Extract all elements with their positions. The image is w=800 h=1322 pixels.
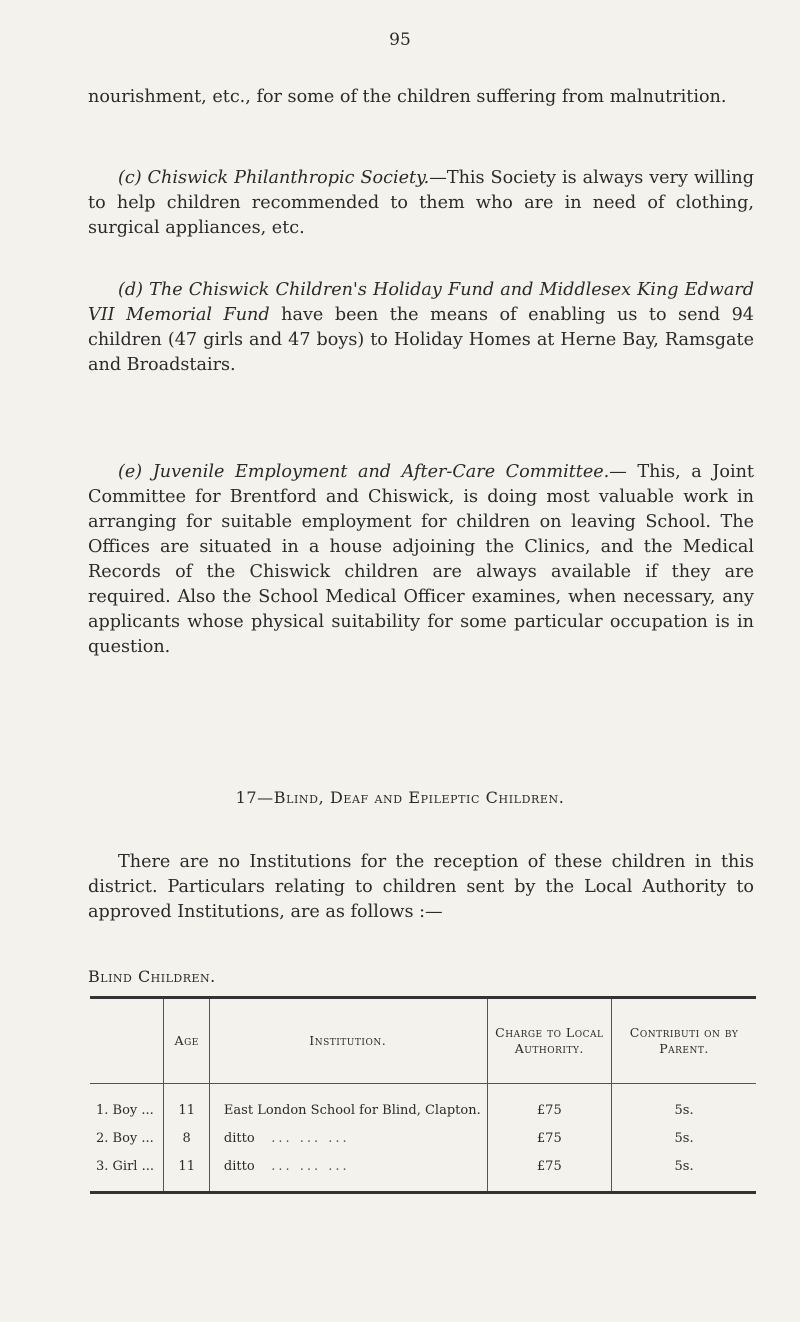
paragraph-malnutrition: nourishment, etc., for some of the children suffering from malnutrition. — [88, 87, 727, 107]
paragraph-after-care-committee — [88, 460, 754, 660]
table-row — [90, 1084, 756, 1130]
paragraph-philanthropic-society — [88, 166, 754, 241]
paragraph-body: —This Society is always very willing to help children recommended to them who are in need of clothing, surgical appliances, etc. — [88, 168, 754, 238]
table-header-row — [90, 999, 756, 1084]
row-charge: £75 — [487, 1157, 612, 1191]
blind-children-table — [90, 996, 756, 1194]
header-charge: Charge to Local Authority. — [487, 999, 612, 1084]
row-label: 2. Boy ... — [96, 1131, 154, 1146]
header-age: Age — [164, 999, 209, 1084]
leader-dots: ... ... ... — [271, 1159, 350, 1174]
header-institution: Institution. — [209, 999, 487, 1084]
header-blank — [90, 999, 164, 1084]
paragraph-body: have been the means of enabling us to send 94 children (47 girls and 47 boys) to Holiday Homes at Herne Bay, Ramsgate and Broadstairs. — [88, 305, 754, 375]
paragraph-holiday-fund — [88, 278, 754, 378]
paragraph-heading: (c) Chiswick Philanthropic Society. — [118, 168, 430, 188]
paragraph-heading: (e) Juvenile Employment and After-Care Committee. — [118, 462, 610, 482]
row-age: 8 — [164, 1129, 209, 1157]
row-age: 11 — [164, 1084, 209, 1130]
row-charge: £75 — [487, 1084, 612, 1130]
row-institution-text: ditto — [223, 1159, 255, 1174]
table-bottom-rule — [90, 1191, 756, 1194]
row-label: 3. Girl ... — [96, 1159, 154, 1174]
row-label: 1. Boy ... — [96, 1103, 154, 1118]
table-row — [90, 1129, 756, 1157]
leader-dots: ... ... ... — [271, 1131, 350, 1146]
row-contribution: 5s. — [612, 1084, 756, 1130]
row-contribution: 5s. — [612, 1157, 756, 1191]
row-age: 11 — [164, 1157, 209, 1191]
table-row — [90, 1157, 756, 1191]
table-title: Blind Children. — [88, 967, 216, 986]
row-institution: East London School for Blind, Clapton. — [209, 1084, 487, 1130]
page-number: 95 — [389, 30, 411, 50]
row-institution — [209, 1129, 487, 1157]
paragraph-body: — This, a Joint Committee for Brentford and Chiswick, is doing most valuable work in arranging for suitable employment for children on leaving School. The Offices are situated in a house adjoining the Clinics, and the Medical Records of the Chiswick children are always available if they are required. Also the School Medical Officer examines, when necessary, any applicants whose physical suitability for some particular occupation is in question. — [88, 462, 755, 657]
row-contribution: 5s. — [612, 1129, 756, 1157]
section-intro: There are no Institutions for the reception of these children in this district. Particulars relating to children sent by the Local Authority to approved Institutions, are as follows :— — [88, 852, 754, 922]
row-institution — [209, 1157, 487, 1191]
row-institution-text: ditto — [223, 1131, 255, 1146]
section-heading: 17—Blind, Deaf and Epileptic Children. — [235, 788, 565, 807]
header-contribution: Contributi on by Parent. — [612, 999, 756, 1084]
paragraph-heading: (d) The Chiswick Children's Holiday Fund and Middlesex King Edward VII Memorial Fund — [88, 280, 754, 325]
row-charge: £75 — [487, 1129, 612, 1157]
